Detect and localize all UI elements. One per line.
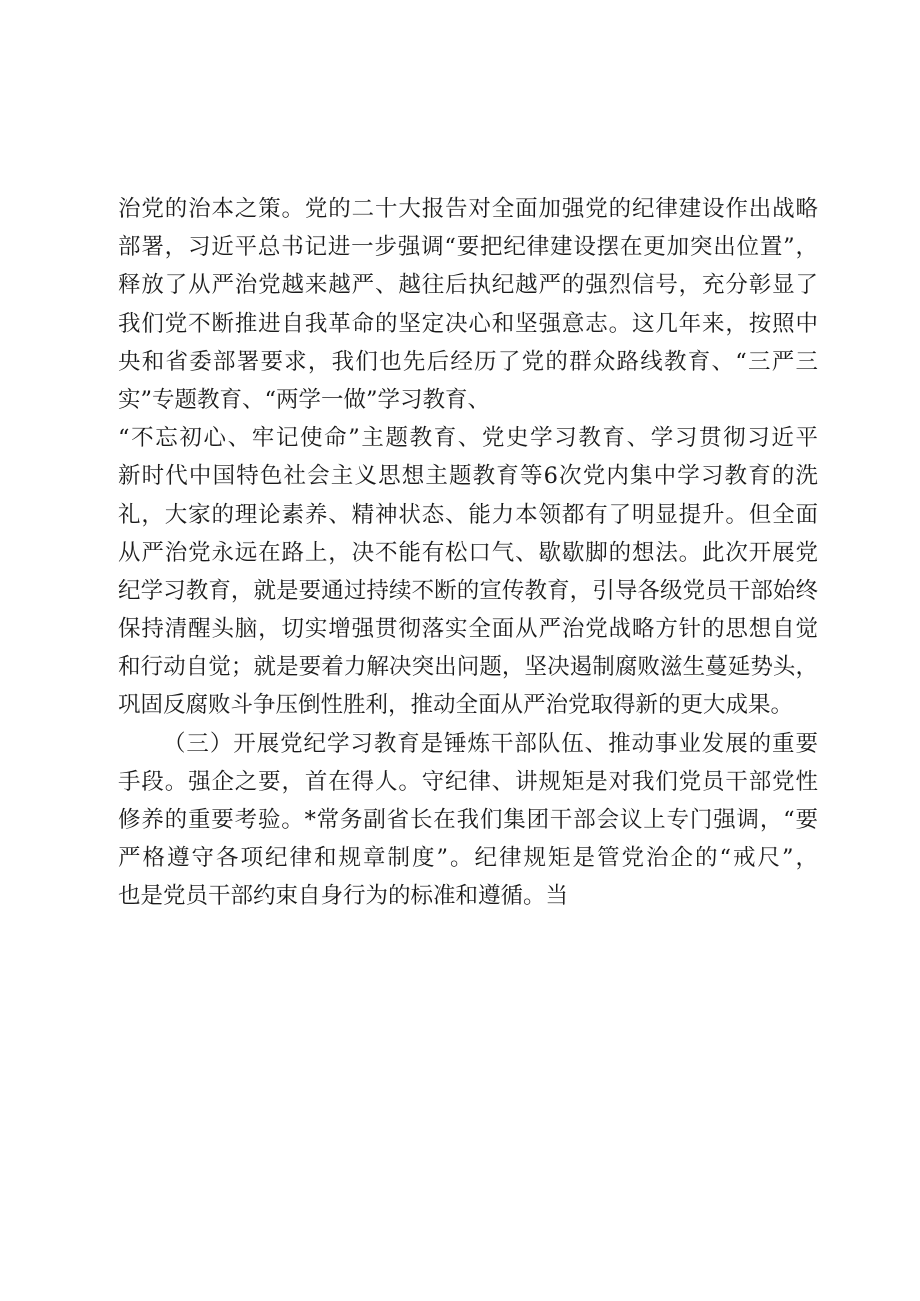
body-line: 也是党员干部约束自身行为的标准和遵循。当 bbox=[118, 883, 569, 910]
body-line: 巩固反腐败斗争压倒性胜利，推动全面从严治党取得新的更大成果。 bbox=[118, 692, 794, 719]
body-line: 从严治党永远在路上，决不能有松口气、歇歇脚的想法。此次开展党 bbox=[118, 539, 818, 566]
body-line: 严格遵守各项纪律和规章制度”。纪律规矩是管党治企的“戒尺”， bbox=[118, 845, 818, 872]
body-line: “不忘初心、牢记使命”主题教育、党史学习教育、学习贯彻习近平 bbox=[118, 425, 818, 452]
body-line: 央和省委部署要求，我们也先后经历了党的群众路线教育、“三严三 bbox=[118, 348, 818, 375]
body-line: 治党的治本之策。党的二十大报告对全面加强党的纪律建设作出战略 bbox=[118, 196, 818, 222]
body-line: 修养的重要考验。*常务副省长在我们集团干部会议上专门强调，“要 bbox=[118, 807, 818, 833]
body-line: 和行动自觉；就是要着力解决突出问题，坚决遏制腐败滋生蔓延势头， bbox=[118, 654, 818, 681]
body-line: 实”专题教育、“两学一做”学习教育、 bbox=[118, 386, 491, 413]
section-heading-line: （三）开展党纪学习教育是锤炼干部队伍、推动事业发展的重要 bbox=[163, 730, 818, 757]
body-line: 部署，习近平总书记进一步强调“要把纪律建设摆在更加突出位置”， bbox=[118, 234, 818, 261]
body-line: 新时代中国特色社会主义思想主题教育等6次党内集中学习教育的洗 bbox=[118, 463, 818, 490]
body-line: 纪学习教育，就是要通过持续不断的宣传教育，引导各级党员干部始终 bbox=[118, 577, 818, 604]
body-line: 释放了从严治党越来越严、越往后执纪越严的强烈信号，充分彰显了 bbox=[118, 272, 818, 299]
body-line: 保持清醒头脑，切实增强贯彻落实全面从严治党战略方针的思想自觉 bbox=[118, 616, 818, 643]
document-body bbox=[118, 190, 818, 916]
body-line: 礼，大家的理论素养、精神状态、能力本领都有了明显提升。但全面 bbox=[118, 501, 818, 528]
body-line: 我们党不断推进自我革命的坚定决心和坚强意志。这几年来，按照中 bbox=[118, 310, 818, 337]
body-line: 手段。强企之要，首在得人。守纪律、讲规矩是对我们党员干部党性 bbox=[118, 768, 818, 795]
